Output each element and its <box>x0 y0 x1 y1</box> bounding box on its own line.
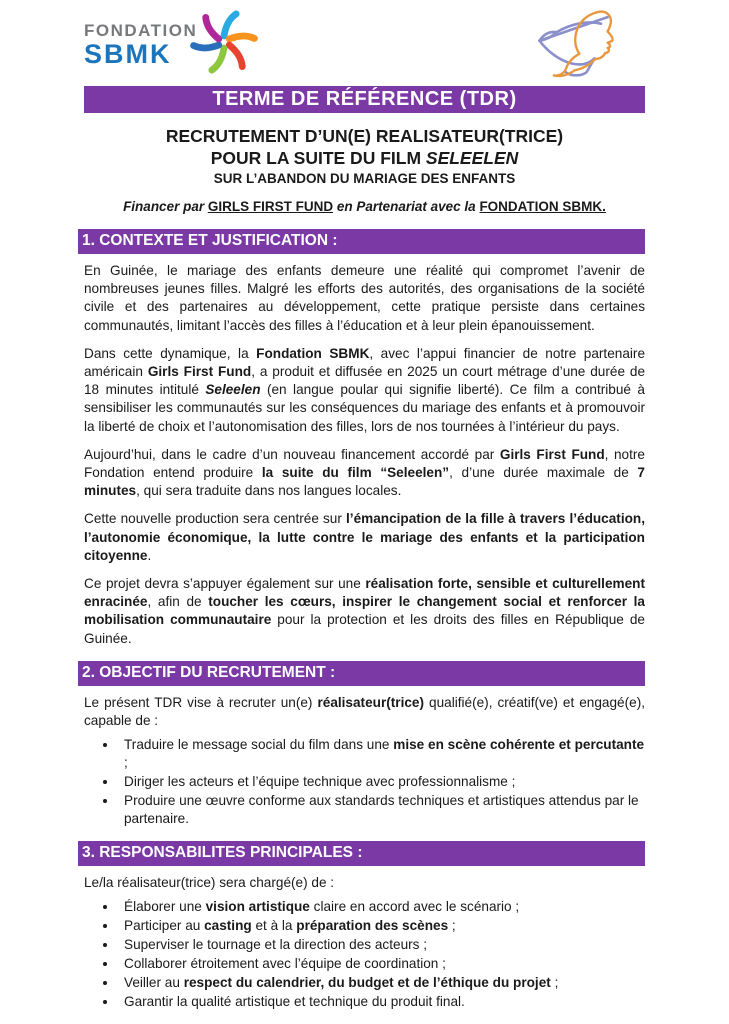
text-segment: en Partenariat avec la <box>333 199 480 214</box>
text-segment: réalisateur(trice) <box>317 694 425 710</box>
text-segment: respect du calendrier, du budget et de l’éthique du projet <box>183 975 551 991</box>
text-segment: Veiller au <box>124 975 184 991</box>
text-segment: 7 minutes <box>84 465 645 499</box>
text-segment: ; <box>550 975 559 991</box>
section-responsabilites <box>84 841 645 1011</box>
logo-fondation-word: FONDATION <box>84 21 198 40</box>
bullet-item <box>118 917 645 935</box>
sbmk-logo-text <box>84 22 197 68</box>
text-segment: FONDATION SBMK. <box>479 199 606 214</box>
text-segment: Garantir la qualité artistique et technique du produit final. <box>124 994 465 1010</box>
text-segment: toucher les cœurs, inspirer le changement social et renforcer la mobilisation communautaire <box>84 594 645 628</box>
text-segment: ; <box>448 918 456 934</box>
text-segment: et à la <box>251 918 297 934</box>
subtitle-line-2-text: POUR LA SUITE DU FILM <box>210 147 426 168</box>
text-segment: vision artistique <box>205 899 310 915</box>
paragraph <box>84 446 645 501</box>
text-segment: , d’une durée maximale de <box>449 465 638 481</box>
text-segment: Aujourd’hui, dans le cadre d’un nouveau financement accordé par <box>84 446 500 462</box>
text-segment: préparation des scènes <box>296 918 449 934</box>
text-segment: . <box>147 547 152 563</box>
text-segment: Girls First Fund <box>499 446 605 462</box>
subtitle-line-1: RECRUTEMENT D’UN(E) REALISATEUR(TRICE) <box>165 126 564 146</box>
text-segment: Dans cette dynamique, la <box>84 345 257 361</box>
text-segment: Fondation SBMK <box>256 345 370 361</box>
bullet-item <box>118 955 645 973</box>
section-contexte <box>84 229 645 648</box>
paragraph <box>84 510 645 565</box>
text-segment: pour la protection et les droits des filles en République de Guinée. <box>84 612 645 646</box>
text-segment: , a produit et diffusée en 2025 un court métrage d’une durée de 18 minutes intitulé <box>84 364 646 398</box>
text-segment: Le/la réalisateur(trice) sera chargé(e) de : <box>84 875 335 891</box>
section-1-paragraphs <box>84 262 645 648</box>
text-segment: Financer par <box>123 199 208 214</box>
text-segment: Le présent TDR vise à recruter un(e) <box>84 694 318 710</box>
text-segment: l’émancipation de la fille à travers l’éducation, l’autonomie économique, la lutte contre le mariage des enfants et la participation citoyenne <box>84 511 645 563</box>
film-title: SELEELEN <box>425 147 519 168</box>
section-2-bullet-list <box>84 736 645 828</box>
fondation-sbmk-logo <box>84 8 259 78</box>
document-title-banner: TERME DE RÉFÉRENCE (TDR) <box>84 86 645 113</box>
bullet-item <box>118 974 645 992</box>
document-subtitle-block <box>84 126 645 187</box>
paragraph <box>84 262 645 335</box>
text-segment: réalisation forte, sensible et culturellement enracinée <box>84 576 645 610</box>
funding-line <box>84 198 645 216</box>
logo-sbmk-word: SBMK <box>84 39 172 69</box>
paragraph <box>84 575 645 648</box>
text-segment: Élaborer une <box>124 899 206 915</box>
text-segment: Superviser le tournage et la direction des acteurs ; <box>124 937 428 953</box>
text-segment: , afin de <box>147 594 209 610</box>
text-segment: ; <box>124 755 128 771</box>
text-segment: Diriger les acteurs et l’équipe technique avec professionnalisme ; <box>124 774 516 790</box>
page-header <box>84 8 645 78</box>
text-segment: Ce projet devra s’appuyer également sur une <box>84 576 366 592</box>
text-segment: claire en accord avec le scénario ; <box>309 899 520 915</box>
text-segment: Cette nouvelle production sera centrée sur <box>84 511 347 527</box>
section-3-intro <box>84 874 645 892</box>
section-1-heading: 1. CONTEXTE ET JUSTIFICATION : <box>78 229 645 254</box>
text-segment: Produire une œuvre conforme aux standards techniques et artistiques attendus par le partenaire. <box>124 793 639 827</box>
girl-and-dove-logo <box>527 8 645 80</box>
section-3-heading: 3. RESPONSABILITES PRINCIPALES : <box>78 841 645 866</box>
text-segment: Seleelen <box>205 382 261 398</box>
text-segment: Collaborer étroitement avec l’équipe de coordination ; <box>124 956 446 972</box>
text-segment: , qui sera traduite dans nos langues locales. <box>136 483 402 499</box>
bullet-item <box>118 993 645 1011</box>
text-segment: la suite du film “Seleelen” <box>261 465 450 481</box>
section-3-bullet-list <box>84 898 645 1011</box>
section-2-intro <box>84 694 645 730</box>
text-segment: , avec l’appui financier de notre partenaire américain <box>84 345 645 380</box>
text-segment: Girls First Fund <box>147 364 252 380</box>
text-segment: casting <box>204 918 252 934</box>
section-2-heading: 2. OBJECTIF DU RECRUTEMENT : <box>78 661 645 686</box>
section-objectif <box>84 661 645 828</box>
bullet-item <box>118 736 645 772</box>
text-segment: , notre Fondation entend produire <box>84 446 645 481</box>
text-segment: mise en scène cohérente et percutante <box>393 737 645 753</box>
paragraph <box>84 345 645 436</box>
text-segment: En Guinée, le mariage des enfants demeure une réalité qui compromet l’avenir de nombreuses jeunes filles. Malgré les efforts des autorités, des organisations de la société civile et des partenaires au développement, cette pratique persiste dans certaines communautés, limitant l’accès des filles à l’éducation et à leur plein épanouissement. <box>84 263 645 333</box>
text-segment: (en langue poular qui signifie liberté). Ce film a contribué à sensibiliser les communautés sur les conséquences du mariage des enfants et à promouvoir la liberté de choix et l’autonomisation des filles, lors de nos tournées à l’intérieur du pays. <box>84 382 645 434</box>
text-segment: Participer au <box>124 918 205 934</box>
text-segment: GIRLS FIRST FUND <box>207 199 334 214</box>
subtitle-line-3: SUR L’ABANDON DU MARIAGE DES ENFANTS <box>213 171 516 186</box>
bullet-item <box>118 898 645 916</box>
bullet-item <box>118 936 645 954</box>
text-segment: qualifié(e), créatif(ve) et engagé(e), capable de : <box>84 694 646 729</box>
bullet-item <box>118 773 645 791</box>
text-segment: Traduire le message social du film dans une <box>124 737 394 753</box>
subtitle-line-2 <box>84 148 645 170</box>
sbmk-pinwheel-icon <box>182 4 266 80</box>
bullet-item <box>118 792 645 828</box>
